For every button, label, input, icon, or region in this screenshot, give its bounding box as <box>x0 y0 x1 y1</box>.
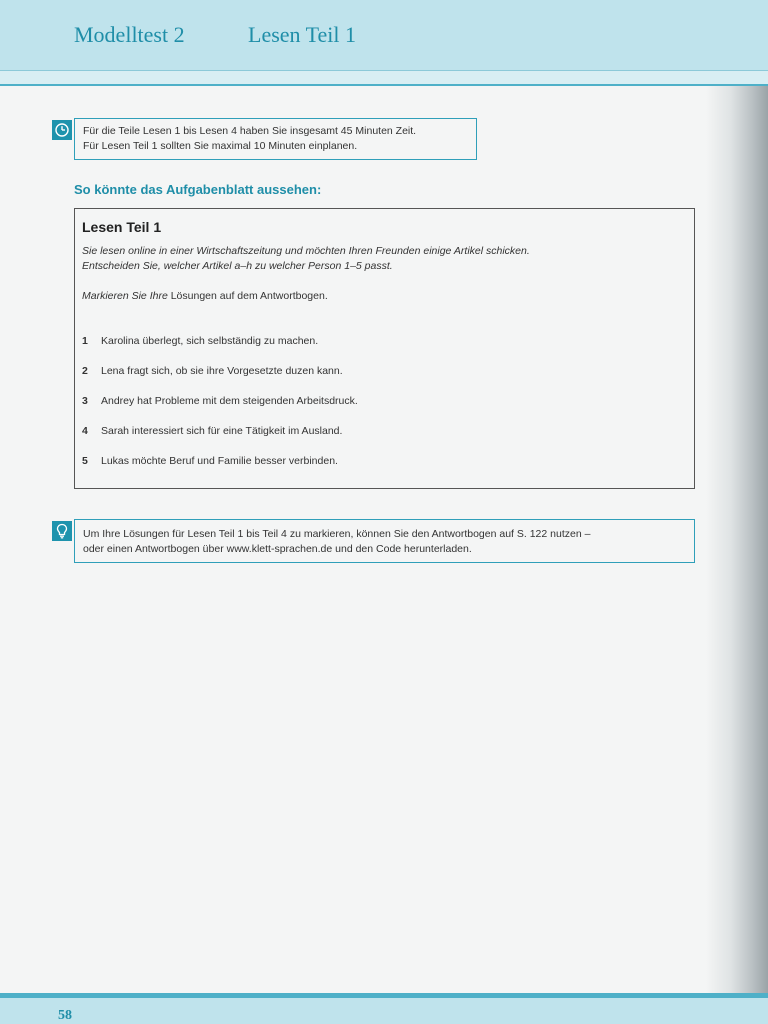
page-title: Modelltest 2 <box>74 22 185 47</box>
item-text: Andrey hat Probleme mit dem steigenden Arbeitsdruck. <box>101 395 358 407</box>
lightbulb-icon-glyph <box>55 523 69 539</box>
task-intro-line-2: Entscheiden Sie, welcher Artikel a–h zu welcher Person 1–5 passt. <box>82 260 393 272</box>
page-number: 58 <box>58 1008 72 1023</box>
list-item <box>82 335 318 347</box>
item-text: Karolina überlegt, sich selbständig zu machen. <box>101 335 319 347</box>
task-intro <box>82 244 682 274</box>
clock-icon-glyph <box>55 123 69 137</box>
time-note-box <box>74 118 477 160</box>
list-item <box>82 425 342 437</box>
list-item <box>82 455 338 467</box>
lightbulb-icon <box>52 521 72 541</box>
item-text: Sarah interessiert sich für eine Tätigkeit im Ausland. <box>101 425 343 437</box>
item-text: Lukas möchte Beruf und Familie besser verbinden. <box>101 455 338 467</box>
tip-line-2: oder einen Antwortbogen über www.klett-sprachen.de und den Code herunterladen. <box>83 543 472 555</box>
header-rule <box>0 70 768 86</box>
item-number: 1 <box>82 335 88 347</box>
section-heading: So könnte das Aufgabenblatt aussehen: <box>74 182 322 197</box>
task-instruction-italic: Markieren Sie Ihre <box>82 290 168 302</box>
clock-icon <box>52 120 72 140</box>
page-edge-shadow <box>706 0 768 1024</box>
footer-band <box>0 998 768 1024</box>
tip-line-1: Um Ihre Lösungen für Lesen Teil 1 bis Teil 4 zu markieren, können Sie den Antwortbogen auf S. 122 nutzen – <box>83 528 591 540</box>
task-intro-line-1: Sie lesen online in einer Wirtschaftszeitung und möchten Ihren Freunden einige Artikel schicken. <box>82 245 530 257</box>
task-instruction <box>82 290 682 302</box>
time-note-line-2: Für Lesen Teil 1 sollten Sie maximal 10 Minuten einplanen. <box>83 140 358 152</box>
tip-box <box>74 519 695 563</box>
task-title: Lesen Teil 1 <box>82 219 162 235</box>
list-item <box>82 365 343 377</box>
list-item <box>82 395 358 407</box>
item-number: 2 <box>82 365 88 377</box>
page-subtitle: Lesen Teil 1 <box>248 22 357 47</box>
time-note-line-1: Für die Teile Lesen 1 bis Lesen 4 haben Sie insgesamt 45 Minuten Zeit. <box>83 125 417 137</box>
item-number: 5 <box>82 455 88 467</box>
item-number: 3 <box>82 395 88 407</box>
task-instruction-rest: Lösungen auf dem Antwortbogen. <box>167 290 328 302</box>
item-text: Lena fragt sich, ob sie ihre Vorgesetzte duzen kann. <box>101 365 343 377</box>
item-number: 4 <box>82 425 88 437</box>
